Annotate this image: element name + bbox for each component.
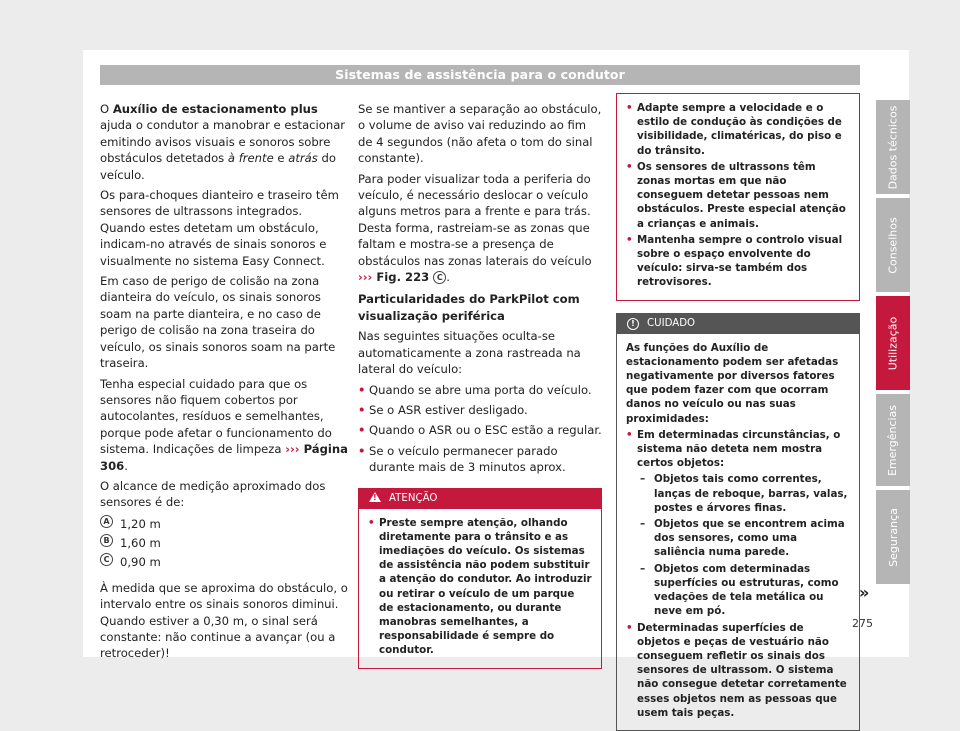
- warning-box: [358, 488, 602, 669]
- page-306-link[interactable]: Página 306: [100, 442, 348, 473]
- caution-subitem: – Objetos com determinadas superfícies ou estruturas, como vedações de tela metálica ou neve em pó.: [626, 562, 850, 619]
- caution-box: [616, 313, 860, 731]
- list-item: • Quando se abre uma porta do veículo.: [358, 382, 602, 398]
- tab-utilizacao[interactable]: Utilização: [876, 296, 910, 390]
- range-paragraph: O alcance de medição aproximado dos sensores é de:: [100, 478, 326, 510]
- fig-223-link[interactable]: Fig. 223: [372, 270, 434, 285]
- column-3: [616, 93, 860, 731]
- caution-subitem: – Objetos tais como correntes, lanças de reboque, barras, valas, postes e árvores finas.: [626, 472, 850, 515]
- tab-dados-tecnicos[interactable]: Dados técnicos: [876, 100, 910, 194]
- periphery-paragraph: Para poder visualizar toda a periferia do veículo, é necessário deslocar o veículo alguns metros para a frente e para trás. Desta forma, rastreiam-se as zonas que faltam e mostra-se a presença de obstáculos nas zonas laterais do veículo ››› Fig. 223 C .: [358, 171, 592, 285]
- list-item: • Se o ASR estiver desligado.: [358, 402, 602, 418]
- tab-emergencias[interactable]: Emergências: [876, 394, 910, 486]
- list-item: • Quando o ASR ou o ESC estão a regular.: [358, 422, 602, 438]
- letter-c-icon: C: [433, 271, 446, 284]
- section-heading: Particularidades do ParkPilot com visualização periférica: [358, 292, 580, 323]
- distance-row-a: A 1,20 m: [100, 515, 348, 534]
- cleaning-paragraph: Tenha especial cuidado para que os sensores não fiquem cobertos por autocolantes, resíduos e semelhantes, porque pode afetar o funcionamento do sistema. Indicações de limpeza ››› Página 306.: [100, 376, 348, 473]
- page-number: 275: [852, 617, 873, 630]
- approach-paragraph: À medida que se aproxima do obstáculo, o intervalo entre os sinais sonoros diminui. Quando estiver a 0,30 m, o sinal será constante: não continue a avançar (ou a retroceder)!: [100, 580, 348, 661]
- continue-icon: »: [859, 583, 870, 602]
- caution-item: • Determinadas superfícies de objetos e peças de vestuário não conseguem refletir os sinais dos sensores de ultrassom. O sistema não consegue detetar corretamente esses objetos nem as pessoas que usem tais peças.: [626, 621, 850, 720]
- distance-row-b: B 1,60 m: [100, 534, 348, 553]
- warning-item: • Mantenha sempre o controlo visual sobre o espaço envolvente do veículo: sirva-se também dos retrovisores.: [626, 233, 850, 290]
- collision-paragraph: Em caso de perigo de colisão na zona dianteira do veículo, os sinais sonoros soam na parte dianteira, e no caso de perigo de colisão na zona traseira do veículo, os sinais sonoros soam na parte traseira.: [100, 274, 336, 371]
- caution-header: ! CUIDADO: [617, 314, 859, 334]
- letter-c-icon: C: [100, 553, 113, 566]
- info-icon: !: [627, 318, 639, 330]
- tab-seguranca[interactable]: Segurança: [876, 490, 910, 584]
- distance-row-c: C 0,90 m: [100, 553, 348, 572]
- warning-item: • Adapte sempre a velocidade e o estilo de condução às condições de visibilidade, climatéricas, do piso e do trânsito.: [626, 101, 850, 158]
- caution-intro: As funções do Auxílio de estacionamento podem ser afetadas negativamente por diversos fatores que podem fazer com que ocorram danos no veículo ou nas suas proximidades:: [626, 341, 839, 425]
- intro-paragraph: O Auxílio de estacionamento plus ajuda o condutor a manobrar e estacionar emitindo avisos visuais e sonoros sobre obstáculos detetados à frente e atrás do veículo.: [100, 102, 346, 182]
- warning-box-continued: [616, 93, 860, 301]
- caution-subitem: – Objetos que se encontrem acima dos sensores, como uma saliência numa parede.: [626, 517, 850, 560]
- caution-item: • Em determinadas circunstâncias, o sistema não deteta nem mostra certos objetos:: [626, 428, 850, 471]
- letter-b-icon: B: [100, 534, 113, 547]
- letter-a-icon: A: [100, 515, 113, 528]
- column-1: [100, 101, 348, 666]
- warning-text: • Preste sempre atenção, olhando diretamente para o trânsito e as imediações do veículo. Os sistemas de assistência não podem substituir a atenção do condutor. Ao introduzir ou retirar o veículo de um parque de estacionamento, ou durante manobras semelhantes, a responsabilidade é sempre do condutor.: [368, 516, 592, 658]
- hide-paragraph: Nas seguintes situações oculta-se automaticamente a zona rastreada na lateral do veículo:: [358, 329, 581, 377]
- warning-item: • Os sensores de ultrassons têm zonas mortas em que não conseguem detetar pessoas nem obstáculos. Preste especial atenção a crianças e animais.: [626, 160, 850, 231]
- warning-header: !ATENÇÃO: [359, 489, 601, 509]
- sensors-paragraph: Os para-choques dianteiro e traseiro têm sensores de ultrassons integrados. Quando estes detetam um obstáculo, indicam-no através de sinais sonoros e visualmente no sistema Easy Connect.: [100, 188, 339, 268]
- list-item: • Se o veículo permanecer parado durante mais de 3 minutos aprox.: [358, 443, 602, 476]
- tab-conselhos[interactable]: Conselhos: [876, 198, 910, 292]
- page-header: Sistemas de assistência para o condutor: [100, 65, 860, 85]
- volume-paragraph: Se se mantiver a separação ao obstáculo, o volume de aviso vai reduzindo ao fim de 4 segundos (não afeta o tom do sinal constante).: [358, 102, 602, 166]
- column-2: [358, 101, 602, 669]
- warning-icon: [369, 492, 381, 502]
